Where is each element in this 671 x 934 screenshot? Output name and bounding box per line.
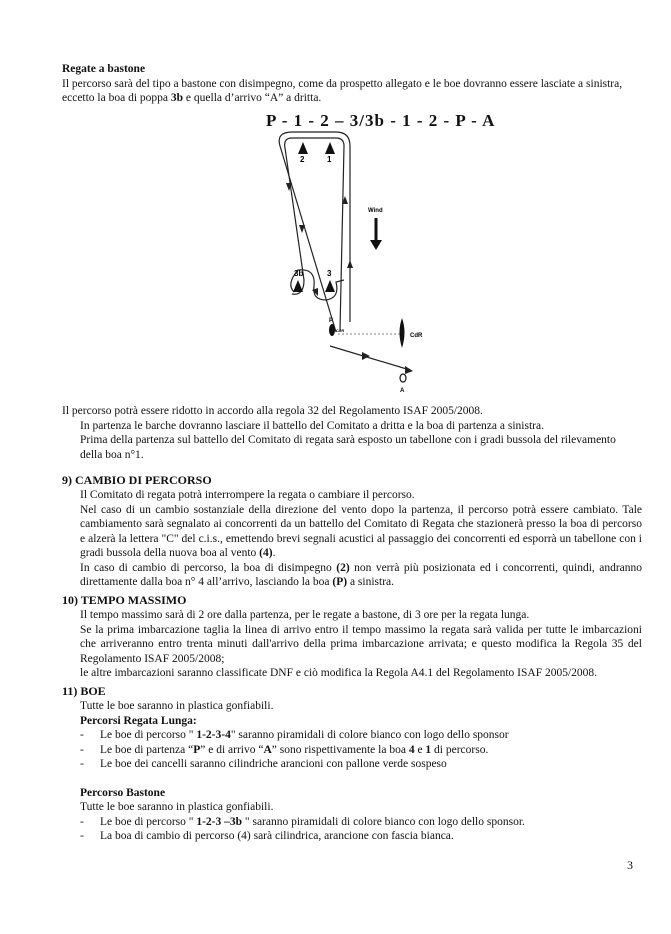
section-11-sub2: Percorso Bastone [80, 786, 166, 799]
buoy-3 [325, 280, 335, 292]
section-11 [62, 684, 642, 844]
section-11-sub1: Percorsi Regata Lunga: [80, 714, 197, 727]
buoy-a [400, 374, 406, 382]
note-line2: In partenza le barche dovranno lasciare il battello del Comitato a dritta e la boa di partenza a sinistra. [80, 419, 544, 432]
list-item: - Le boe di percorso " 1-2-3 –3b " saranno piramidali di colore bianco con logo dello sponsor. [80, 815, 642, 830]
list-item: - Le boe di partenza “P” e di arrivo “A” sono rispettivamente la boa 4 e 1 di percorso. [80, 743, 642, 758]
note-line4: della boa n°1. [80, 448, 144, 461]
arrow-mark [405, 366, 413, 374]
course-path-outer [279, 132, 350, 332]
label-a: A [400, 388, 405, 394]
committee-boat [400, 318, 405, 348]
section-9-p3: In caso di cambio di percorso, la boa di disimpegno (2) non verrà più posizionata ed i concorrenti, quindi, andranno direttamente dalla boa n° 4 all’arrivo, lasciando la boa (P) a sinistra. [80, 561, 643, 588]
section-10-title: 10) TEMPO MASSIMO [62, 593, 187, 607]
course-notes [62, 404, 642, 462]
label-3b: 3b [294, 269, 304, 278]
buoy-2 [298, 142, 308, 154]
section-10-p2: Se la prima imbarcazione taglia la linea di arrivo entro il tempo massimo la regata sarà valida per tutte le imbarcazioni che arriveranno entro trenta minuti dall'arrivo della prima imbarcazione arrivata; e questo modifica la Regola 35 del Regolamento ISAF 2005/2008; [80, 623, 642, 665]
section-9 [62, 473, 642, 590]
section-10-p1: Il tempo massimo sarà di 2 ore dalla partenza, per le regate a bastone, di 3 ore per la regata lunga. [80, 609, 530, 621]
course-path-inner [285, 138, 344, 330]
label-2: 2 [300, 155, 305, 164]
label-cdr-small: CdR [336, 328, 345, 333]
list-item: - La boa di cambio di percorso (4) sarà cilindrica, arancione con fascia bianca. [80, 829, 642, 844]
note-line1: Il percorso potrà essere ridotto in accordo alla regola 32 del Regolamento ISAF 2005/2008. [62, 405, 483, 417]
section-10 [62, 593, 642, 681]
arrow-mark [362, 352, 370, 360]
bastone-list [62, 815, 642, 844]
label-wind: Wind [368, 208, 383, 214]
buoy-3b [293, 280, 303, 292]
section-11-title: 11) BOE [62, 684, 106, 698]
regata-lunga-list [62, 728, 642, 772]
buoy-p [329, 324, 335, 336]
list-item: - Le boe dei cancelli saranno cilindriche arancioni con pallone verde sospeso [80, 757, 642, 772]
label-p: P [329, 318, 334, 324]
label-1: 1 [327, 155, 332, 164]
regate-section [62, 62, 642, 106]
section-9-p1: Il Comitato di regata potrà interrompere la regata o cambiare il percorso. [80, 489, 415, 501]
label-3: 3 [327, 269, 332, 278]
section-11-p1: Tutte le boe saranno in plastica gonfiabili. [80, 700, 274, 712]
buoy-1 [325, 142, 335, 154]
arrow-mark [299, 225, 305, 233]
list-item: - Le boe di percorso " 1-2-3-4" saranno piramidali di colore bianco con logo dello sponsor [80, 728, 642, 743]
course-path-finish [330, 346, 410, 370]
page-number: 3 [627, 858, 633, 872]
wind-arrowhead [370, 240, 382, 250]
section-11-p2: Tutte le boe saranno in plastica gonfiabili. [80, 801, 274, 813]
course-diagram [250, 126, 450, 406]
arrow-mark [347, 260, 353, 268]
regate-title: Regate a bastone [62, 63, 146, 75]
regate-line2: eccetto la boa di poppa 3b e quella d’arrivo “A” a dritta. [62, 92, 322, 104]
section-9-title: 9) CAMBIO DI PERCORSO [62, 473, 212, 487]
section-10-p3: le altre imbarcazioni saranno classificate DNF e ciò modifica la Regola A4.1 del Regolamento ISAF 2005/2008. [80, 667, 598, 679]
course-sequence: P - 1 - 2 – 3/3b - 1 - 2 - P - A [266, 111, 496, 130]
regate-line1: Il percorso sarà del tipo a bastone con disimpegno, come da prospetto allegato e le boe dovranno essere lasciate a sinistra, [62, 77, 623, 90]
section-9-p2: Nel caso di un cambio sostanziale della direzione del vento dopo la partenza, il percorso potrà essere cambiato. Tale cambiamento sarà segnalato ai concorrenti da un battello del Comitato di Regata che stazionerà presso la boa di percorso e alzerà la lettera "C" del c.i.s., emettendo brevi segnali acustici al passaggio dei concorrenti ed esporrà un tabellone con i gradi bussola della nuova boa al vento (4). [80, 503, 642, 559]
note-line3: Prima della partenza sul battello del Comitato di regata sarà esposto un tabellone con i gradi bussola del rilevamento [80, 434, 616, 446]
label-cdr: CdR [410, 333, 423, 339]
